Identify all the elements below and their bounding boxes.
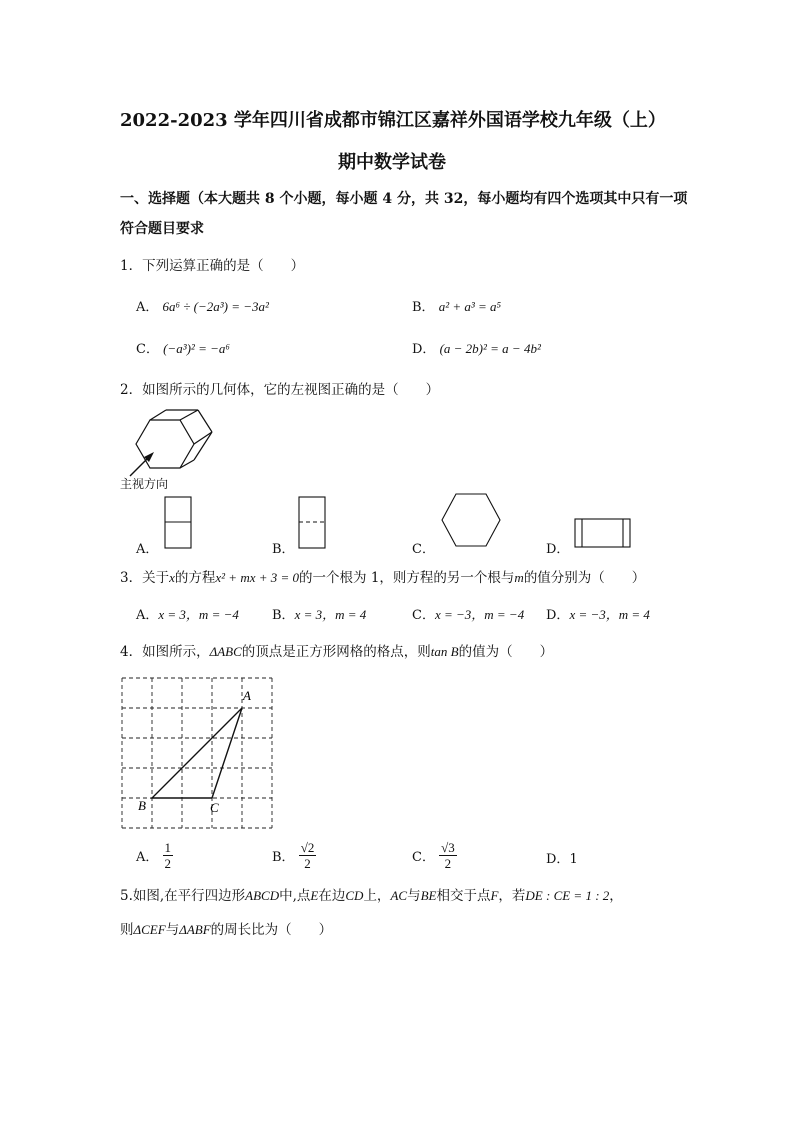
option-expr: x = 3，m = 4 <box>294 607 367 622</box>
option-label: A． <box>136 850 159 865</box>
segment-be: BE <box>420 888 437 903</box>
fraction-denominator: 2 <box>444 856 452 871</box>
segment-ac: AC <box>390 888 408 903</box>
q4-option-c <box>412 840 457 871</box>
fraction-denominator: 2 <box>304 856 311 871</box>
point-f: F <box>490 888 499 903</box>
q4-stem-end: 的值为（ ） <box>458 644 554 660</box>
page-title-line2: 期中数学试卷 <box>338 152 446 173</box>
point-c-label: C <box>210 800 219 815</box>
text: 则 <box>120 922 134 938</box>
fraction-numerator: √2 <box>300 840 315 855</box>
q4-tan-b: tan B <box>430 644 459 659</box>
triangle-cef: ΔCEF <box>133 922 166 937</box>
q3-var-m: m <box>514 570 524 585</box>
text: 与 <box>165 922 180 938</box>
question-5-line2 <box>120 918 332 938</box>
q1-option-b <box>412 296 501 315</box>
point-b-label: B <box>138 798 146 813</box>
option-label: D． <box>546 852 570 867</box>
q3-option-b <box>272 604 366 623</box>
triangle-abc <box>152 708 242 798</box>
q2-option-b-figure <box>298 496 326 550</box>
option-label: B． <box>272 608 295 623</box>
q2-option-d-figure <box>574 518 632 550</box>
question-3-stem <box>120 566 645 586</box>
fraction-numerator: 1 <box>164 840 172 855</box>
q4-option-b <box>272 840 316 871</box>
fraction-numerator: √3 <box>441 840 455 855</box>
q4-option-a <box>136 840 173 871</box>
text: 与 <box>407 888 421 904</box>
point-e: E <box>310 888 319 903</box>
q3-var-x: x <box>169 570 175 585</box>
hexagonal-prism-figure <box>120 402 220 482</box>
question-5-line1 <box>120 884 623 904</box>
q1-option-a <box>136 296 269 315</box>
q3-stem-end: 的值分别为（ ） <box>523 570 646 586</box>
triangle-grid-figure <box>120 676 280 836</box>
section-heading-line1: 一、选择题（本大题共 8 个小题，每小题 4 分，共 32，每小题均有四个选项其中只有一项 <box>120 191 688 207</box>
option-expr: (a − 2b)² = a − 4b² <box>439 341 541 356</box>
option-expr: (−a³)² = −a⁶ <box>163 341 230 356</box>
text: ，若 <box>498 888 526 904</box>
q4-triangle: ΔABC <box>209 644 242 659</box>
fraction <box>299 840 317 871</box>
option-label: B． <box>272 850 295 865</box>
option-label: A． <box>136 608 159 623</box>
q1-option-c <box>136 338 230 357</box>
fraction <box>163 840 174 871</box>
q3-equation: x² + mx + 3 = 0 <box>215 570 300 585</box>
q2-option-a-label: A． <box>136 542 159 557</box>
page-title-line1: 2022-2023 学年四川省成都市锦江区嘉祥外国语学校九年级（上） <box>120 110 666 131</box>
q2-option-c-figure <box>440 492 504 550</box>
text: ， <box>609 888 623 904</box>
option-label: C． <box>412 608 435 623</box>
option-label: C． <box>412 850 435 865</box>
q3-option-c <box>412 604 524 623</box>
option-expr: 1 <box>569 852 578 867</box>
q2-option-a-figure <box>164 496 192 550</box>
option-label: D． <box>412 342 436 357</box>
option-expr: x = −3，m = −4 <box>434 607 525 622</box>
q4-stem-pre: 4．如图所示， <box>120 644 210 660</box>
option-expr: a² + a³ = a⁵ <box>438 299 502 314</box>
q3-stem-pre: 3．关于 <box>120 570 170 586</box>
q4-option-d <box>546 848 578 867</box>
text: 上， <box>363 888 391 904</box>
text: 在边 <box>318 888 346 904</box>
question-2-stem: 2．如图所示的几何体，它的左视图正确的是（ ） <box>120 382 440 398</box>
option-label: A． <box>136 300 159 315</box>
text: 相交于点 <box>436 888 491 904</box>
text: 中,点 <box>279 888 311 904</box>
option-label: D． <box>546 608 570 623</box>
parallelogram-abcd: ABCD <box>245 888 280 903</box>
q2-option-d-label: D． <box>546 542 570 557</box>
q3-option-d <box>546 604 650 623</box>
option-expr: x = −3，m = 4 <box>569 607 650 622</box>
q3-stem-post: 的一个根为 1，则方程的另一个根与 <box>299 570 515 586</box>
text: 的周长比为（ ） <box>210 922 333 938</box>
view-direction-caption: 主视方向 <box>120 477 169 491</box>
fraction-denominator: 2 <box>164 856 172 871</box>
option-label: C． <box>136 342 159 357</box>
question-4-stem <box>120 640 553 660</box>
option-expr: 6a⁶ ÷ (−2a³) = −3a² <box>162 299 269 314</box>
q2-option-b-label: B． <box>272 542 295 557</box>
point-a-label: A <box>243 688 251 703</box>
ratio-de-ce: DE : CE = 1 : 2 <box>525 888 610 903</box>
view-direction-arrow <box>130 452 154 476</box>
triangle-abf: ΔABF <box>179 922 211 937</box>
section-heading-line2: 符合题目要求 <box>120 221 204 237</box>
text: 5.如图,在平行四边形 <box>120 888 246 904</box>
q4-stem-mid: 的顶点是正方形网格的格点，则 <box>241 644 431 660</box>
question-1-stem: 1．下列运算正确的是（ ） <box>120 258 305 274</box>
q3-option-a <box>136 604 239 623</box>
q3-stem-mid: 的方程 <box>174 570 216 586</box>
q2-option-c-label: C． <box>412 542 435 557</box>
fraction <box>439 840 457 871</box>
option-label: B． <box>412 300 435 315</box>
side-cd: CD <box>345 888 364 903</box>
option-expr: x = 3，m = −4 <box>158 607 239 622</box>
q1-option-d <box>412 338 541 357</box>
